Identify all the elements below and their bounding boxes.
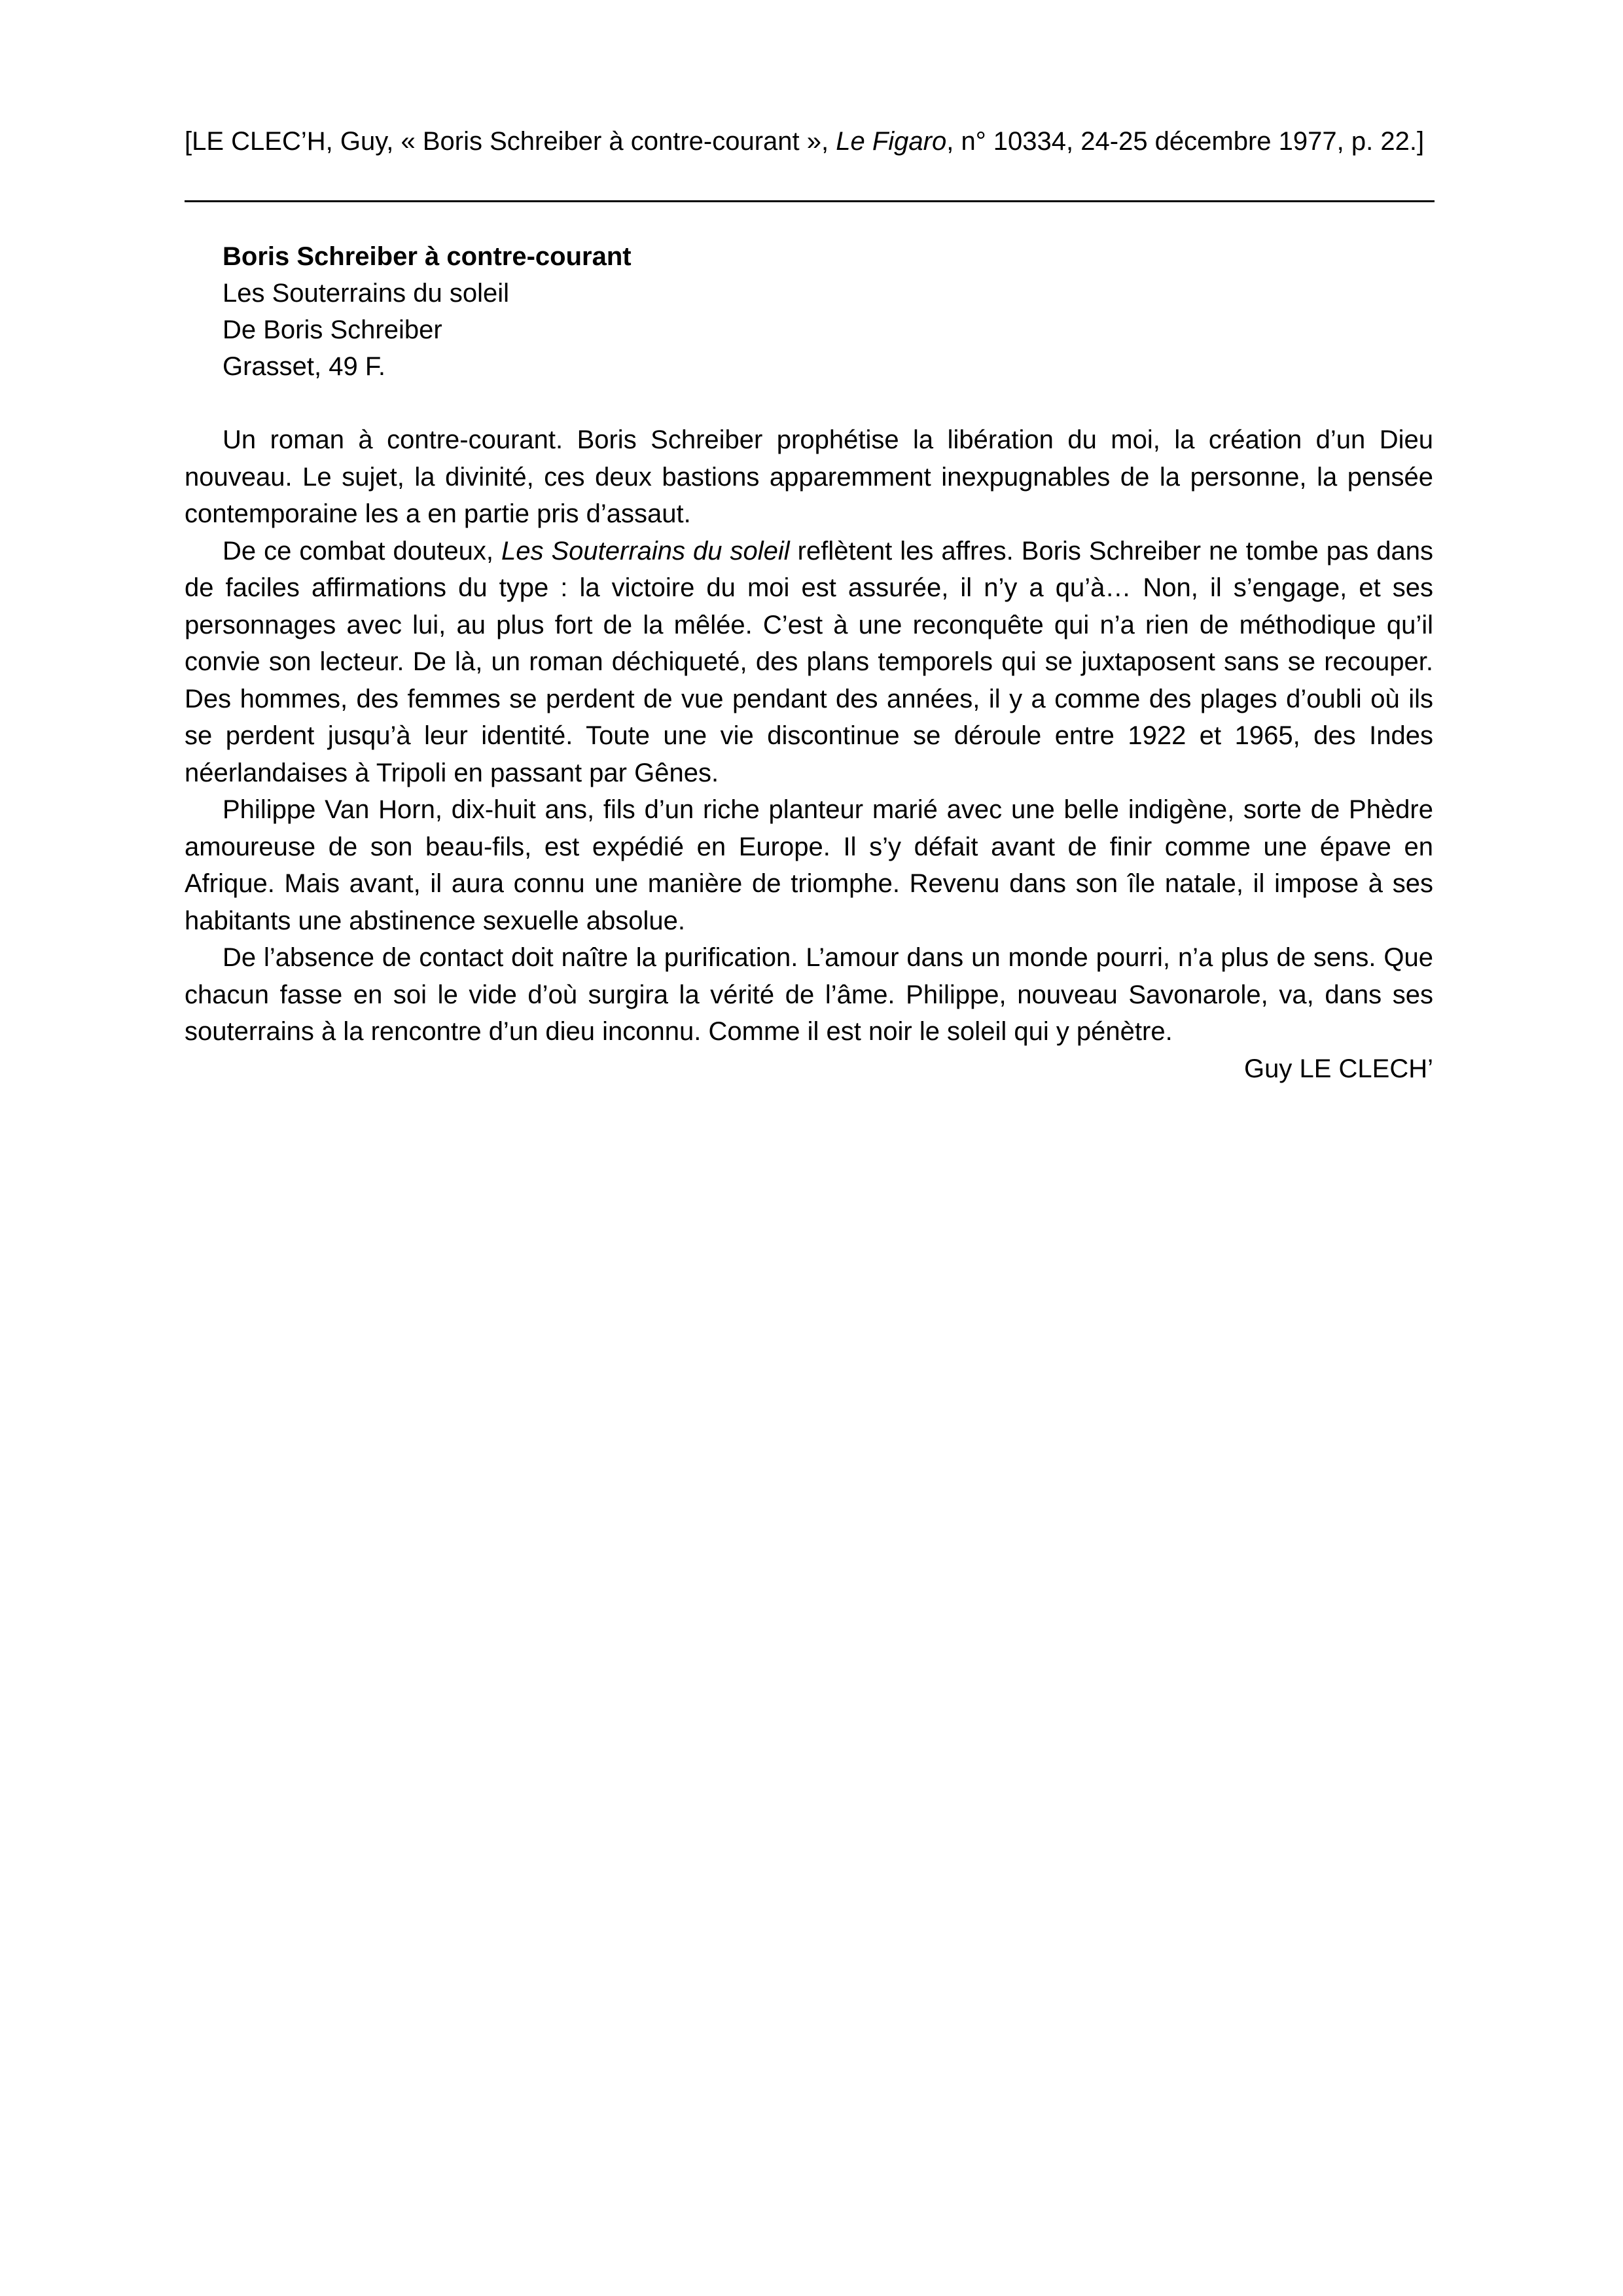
citation-text: [LE CLEC’H, Guy, « Boris Schreiber à contre-courant », — [185, 127, 836, 156]
paragraph-3: Philippe Van Horn, dix-huit ans, fils d’un riche planteur marié avec une belle indigène, sorte de Phèdre amoureuse de son beau-fils, est expédié en Europe. Il s’y défait avant de finir comme une épave en Afrique. Mais avant, il aura connu une manière de triomphe. Revenu dans son île natale, il impose à ses habitants une abstinence sexuelle absolue. — [185, 795, 1433, 935]
paragraph-2 — [185, 533, 1433, 792]
header-divider — [185, 200, 1435, 202]
paragraph-2-start: De ce combat douteux, — [223, 536, 501, 565]
book-title: Les Souterrains du soleil — [223, 279, 510, 308]
article-body — [185, 422, 1433, 1087]
article-title: Boris Schreiber à contre-courant — [223, 242, 632, 271]
citation-details: , n° 10334, 24-25 décembre 1977, p. 22.] — [946, 127, 1425, 156]
book-author: De Boris Schreiber — [223, 315, 442, 344]
article-header — [223, 238, 1400, 385]
citation-journal: Le Figaro — [836, 127, 947, 156]
paragraph-2-book-title: Les Souterrains du soleil — [501, 536, 790, 565]
paragraph-1: Un roman à contre-courant. Boris Schreiber prophétise la libération du moi, la création d’un Dieu nouveau. Le sujet, la divinité, ces deux bastions apparemment inexpugnables de la personne, la pensée contemporaine les a en partie pris d’assaut. — [185, 425, 1433, 528]
author-signature: Guy LE CLECH’ — [1244, 1054, 1433, 1083]
paragraph-4: De l’absence de contact doit naître la purification. L’amour dans un monde pourri, n’a plus de sens. Que chacun fasse en soi le vide d’où surgira la vérité de l’âme. Philippe, nouveau Savonarole, va, dans ses souterrains à la rencontre d’un dieu inconnu. Comme il est noir le soleil qui y pénètre. — [185, 943, 1433, 1046]
paragraph-2-rest: reflètent les affres. Boris Schreiber ne tombe pas dans de faciles affirmations du type : la victoire du moi est assurée, il n’y a qu’à… Non, il s’engage, et ses personnages avec lui, au plus fort de la mêlée. C’est à une reconquête qui n’a rien de méthodique qu’il convie son lecteur. De là, un roman déchiqueté, des plans temporels qui se juxtaposent sans se recouper. Des hommes, des femmes se perdent de vue pendant des années, il y a comme des plages d’oubli où ils se perdent jusqu’à leur identité. Toute une vie discontinue se déroule entre 1922 et 1965, des Indes néerlandaises à Tripoli en passant par Gênes. — [185, 536, 1433, 787]
citation-line — [185, 123, 1433, 160]
book-publisher: Grasset, 49 F. — [223, 352, 385, 381]
